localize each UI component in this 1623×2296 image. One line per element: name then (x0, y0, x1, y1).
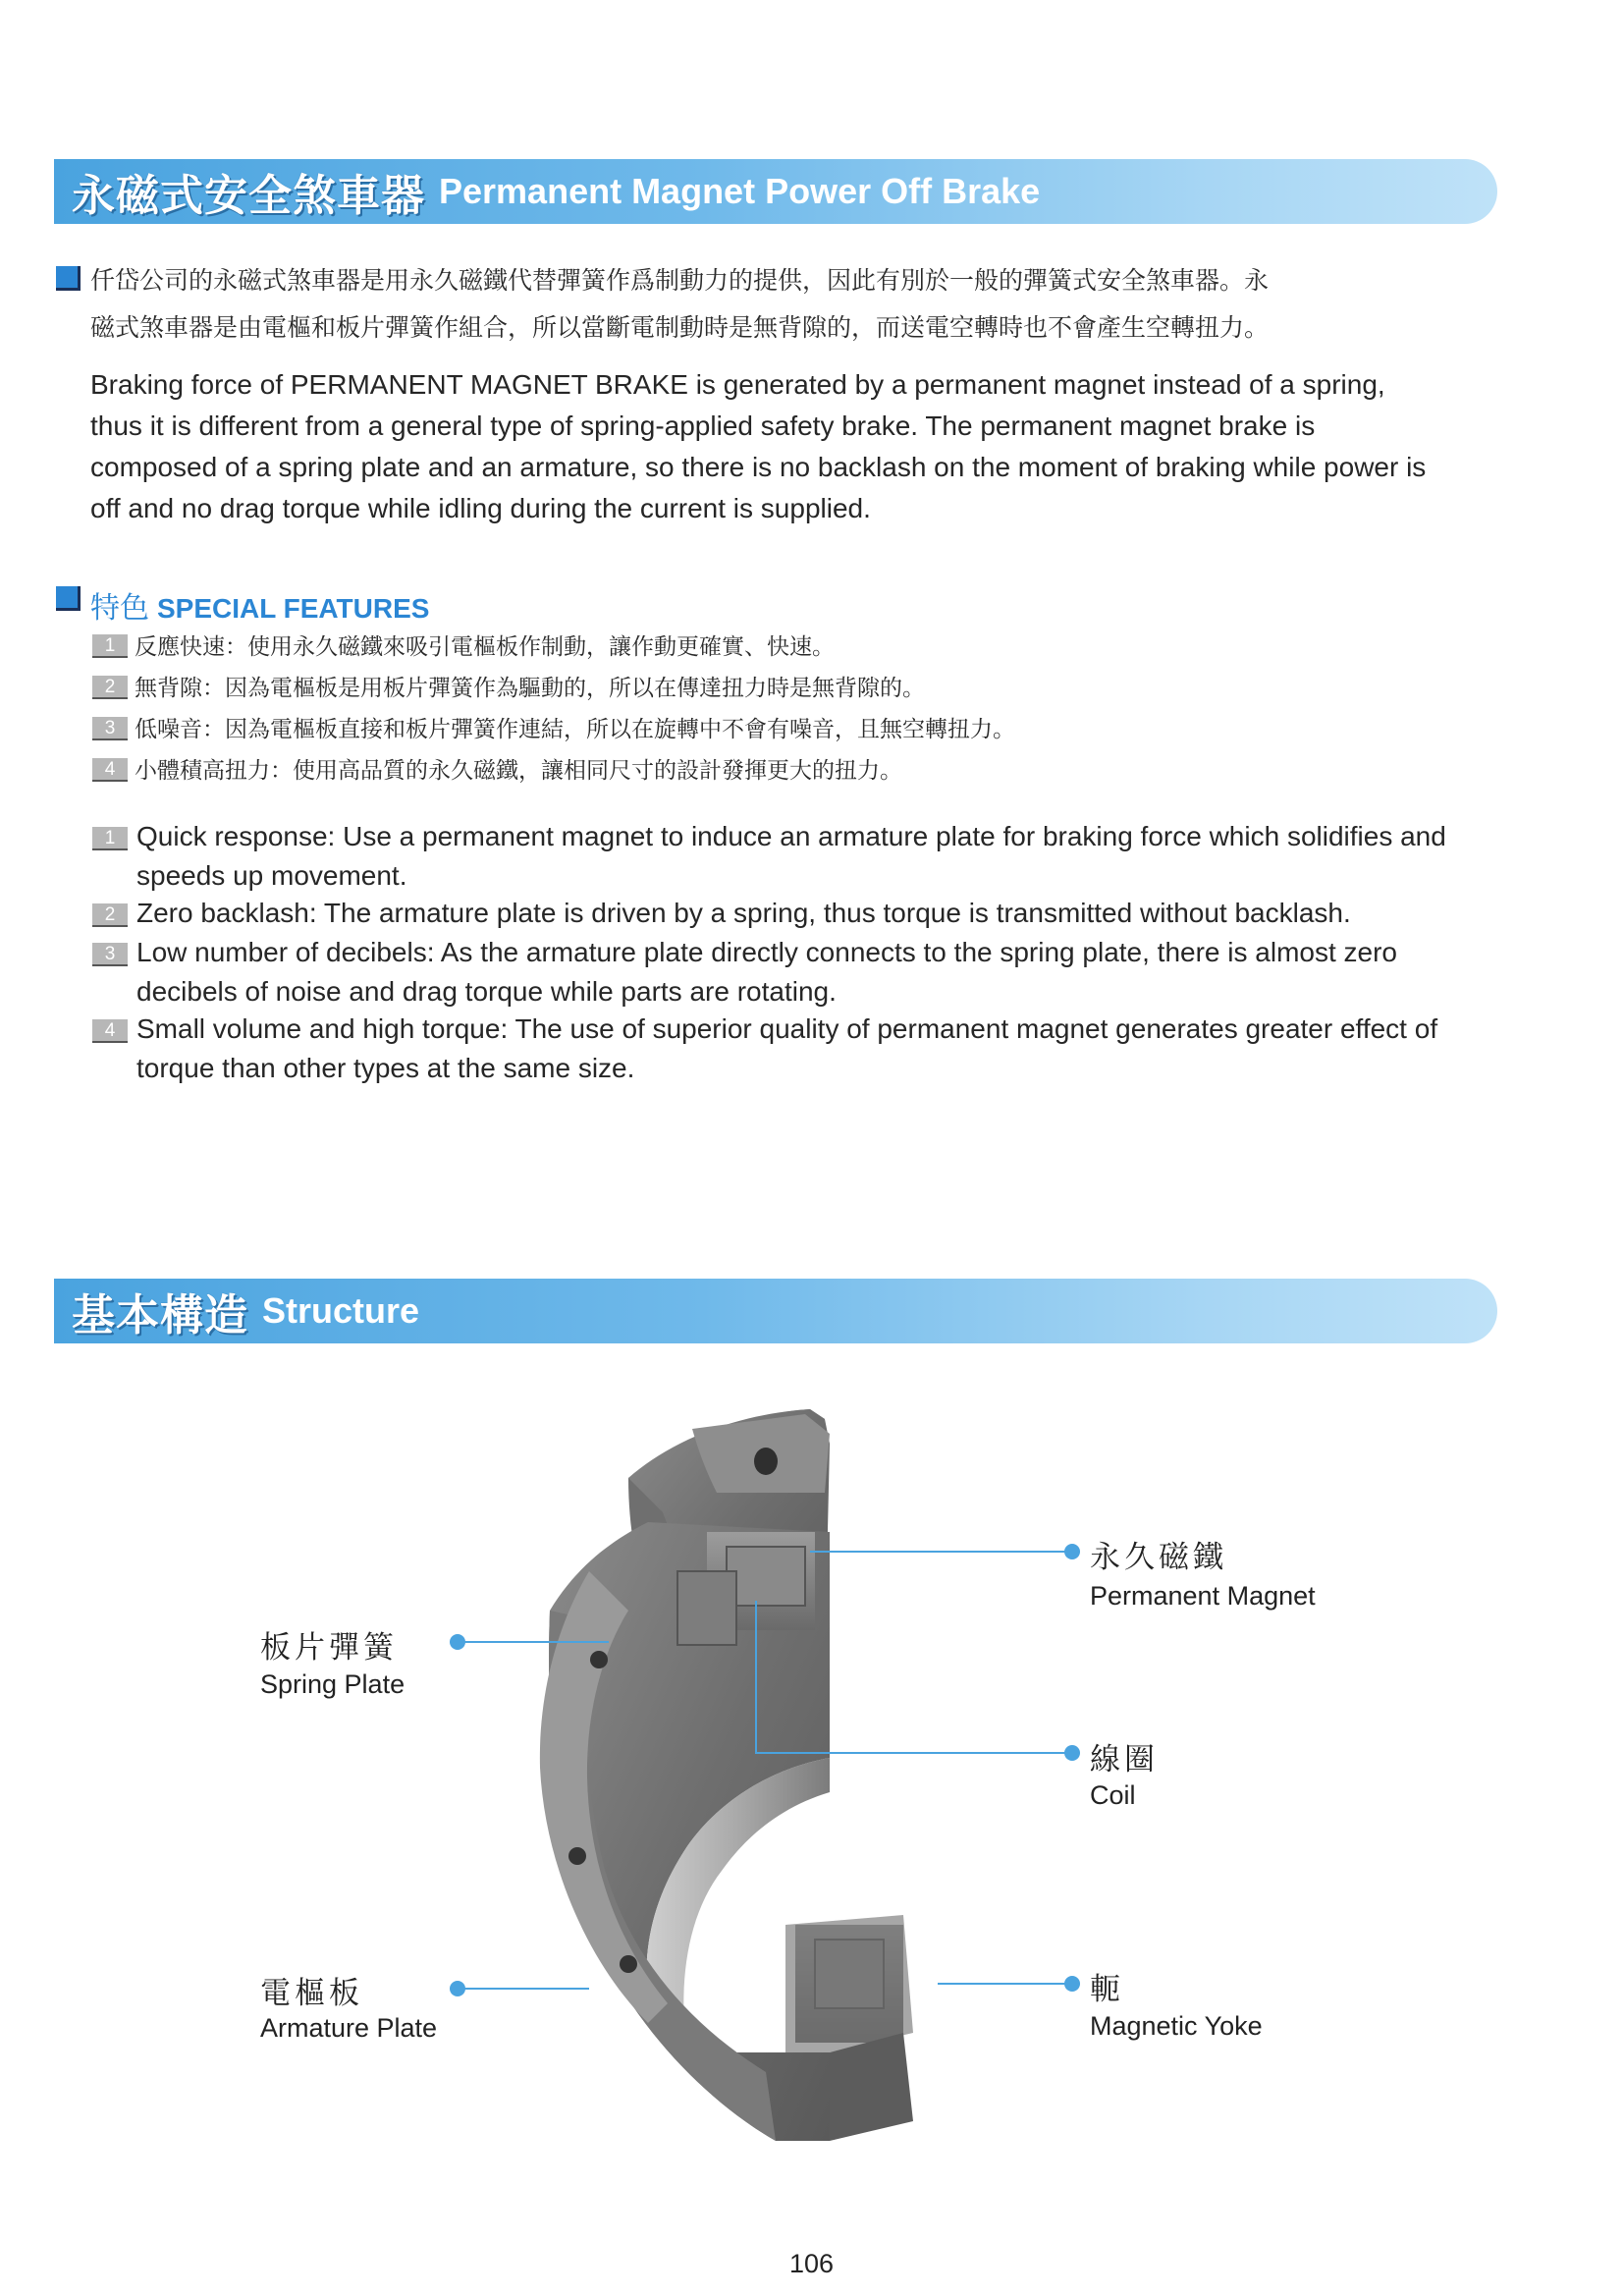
feature-zh-2: 無背隙：因為電樞板是用板片彈簧作為驅動的，所以在傳達扭力時是無背隙的。 (135, 676, 925, 701)
structure-title-en: Structure (262, 1290, 420, 1331)
leader-coil (756, 1601, 1070, 1753)
intro-zh-line-1: 仟岱公司的永磁式煞車器是用永久磁鐵代替彈簧作爲制動力的提供，因此有別於一般的彈簧式安全煞車器。永 (90, 266, 1270, 295)
feature-en-3b: decibels of noise and drag torque while parts are rotating. (136, 976, 837, 1007)
section-title-zh: 永磁式安全煞車器 (72, 171, 425, 221)
feature-en-3a: Low number of decibels: As the armature plate directly connects to the spring plate, there is almost zero (136, 937, 1397, 967)
feature-number-badge: 1 (92, 827, 128, 850)
feature-number-badge: 4 (92, 1019, 128, 1043)
label-armature-en: Armature Plate (260, 2013, 438, 2043)
page-number: 106 (788, 2249, 835, 2278)
dot-spring-plate (450, 1634, 465, 1650)
label-coil-zh: 線圈 (1090, 1742, 1159, 1777)
feature-en-2: Zero backlash: The armature plate is driven by a spring, thus torque is transmitted without backlash. (136, 898, 1351, 928)
dot-yoke (1064, 1976, 1080, 1992)
feature-zh-3: 低噪音：因為電樞板直接和板片彈簧作連結，所以在旋轉中不會有噪音，且無空轉扭力。 (135, 717, 1015, 742)
feature-en-4a: Small volume and high torque: The use of superior quality of permanent magnet generates greater effect of (136, 1013, 1438, 1044)
dot-permanent-magnet (1064, 1544, 1080, 1559)
features-heading-zh: 特色 (90, 591, 149, 626)
feature-number-badge: 2 (92, 903, 128, 927)
feature-zh-4: 小體積高扭力：使用高品質的永久磁鐵，讓相同尺寸的設計發揮更大的扭力。 (135, 758, 902, 784)
section-title-en: Permanent Magnet Power Off Brake (439, 171, 1041, 211)
label-coil-en: Coil (1090, 1780, 1136, 1810)
label-yoke-zh: 軛 (1090, 1972, 1124, 2007)
intro-en-line-2: thus it is different from a general type of spring-applied safety brake. The permanent magnet brake is (90, 410, 1316, 441)
label-spring-plate-zh: 板片彈簧 (260, 1630, 398, 1666)
feature-en-1a: Quick response: Use a permanent magnet to induce an armature plate for braking force which solidifies and (136, 821, 1446, 851)
label-permanent-magnet-en: Permanent Magnet (1090, 1581, 1316, 1611)
label-armature-zh: 電樞板 (260, 1976, 363, 2011)
feature-number-badge: 1 (92, 634, 128, 658)
intro-en-line-4: off and no drag torque while idling during the current is supplied. (90, 493, 871, 523)
feature-number-badge: 4 (92, 758, 128, 782)
label-permanent-magnet-zh: 永久磁鐵 (1090, 1540, 1227, 1575)
intro-zh-line-2: 磁式煞車器是由電樞和板片彈簧作組合，所以當斷電制動時是無背隙的，而送電空轉時也不會產生空轉扭力。 (90, 313, 1270, 342)
dot-coil (1064, 1745, 1080, 1761)
feature-number-badge: 3 (92, 717, 128, 740)
dot-armature (450, 1981, 465, 1996)
features-heading-en: SPECIAL FEATURES (157, 593, 430, 624)
intro-en-line-1: Braking force of PERMANENT MAGNET BRAKE is generated by a permanent magnet instead of a spring, (90, 369, 1385, 400)
intro-en-line-3: composed of a spring plate and an armature, so there is no backlash on the moment of braking while power is (90, 452, 1427, 482)
label-yoke-en: Magnetic Yoke (1090, 2011, 1263, 2041)
label-spring-plate-en: Spring Plate (260, 1669, 406, 1699)
structure-title-zh: 基本構造 (72, 1290, 248, 1340)
feature-number-badge: 3 (92, 943, 128, 966)
feature-en-4b: torque than other types at the same size. (136, 1053, 635, 1083)
feature-number-badge: 2 (92, 676, 128, 699)
feature-en-1b: speeds up movement. (136, 860, 407, 891)
feature-zh-1: 反應快速：使用永久磁鐵來吸引電樞板作制動，讓作動更確實、快速。 (135, 634, 835, 660)
